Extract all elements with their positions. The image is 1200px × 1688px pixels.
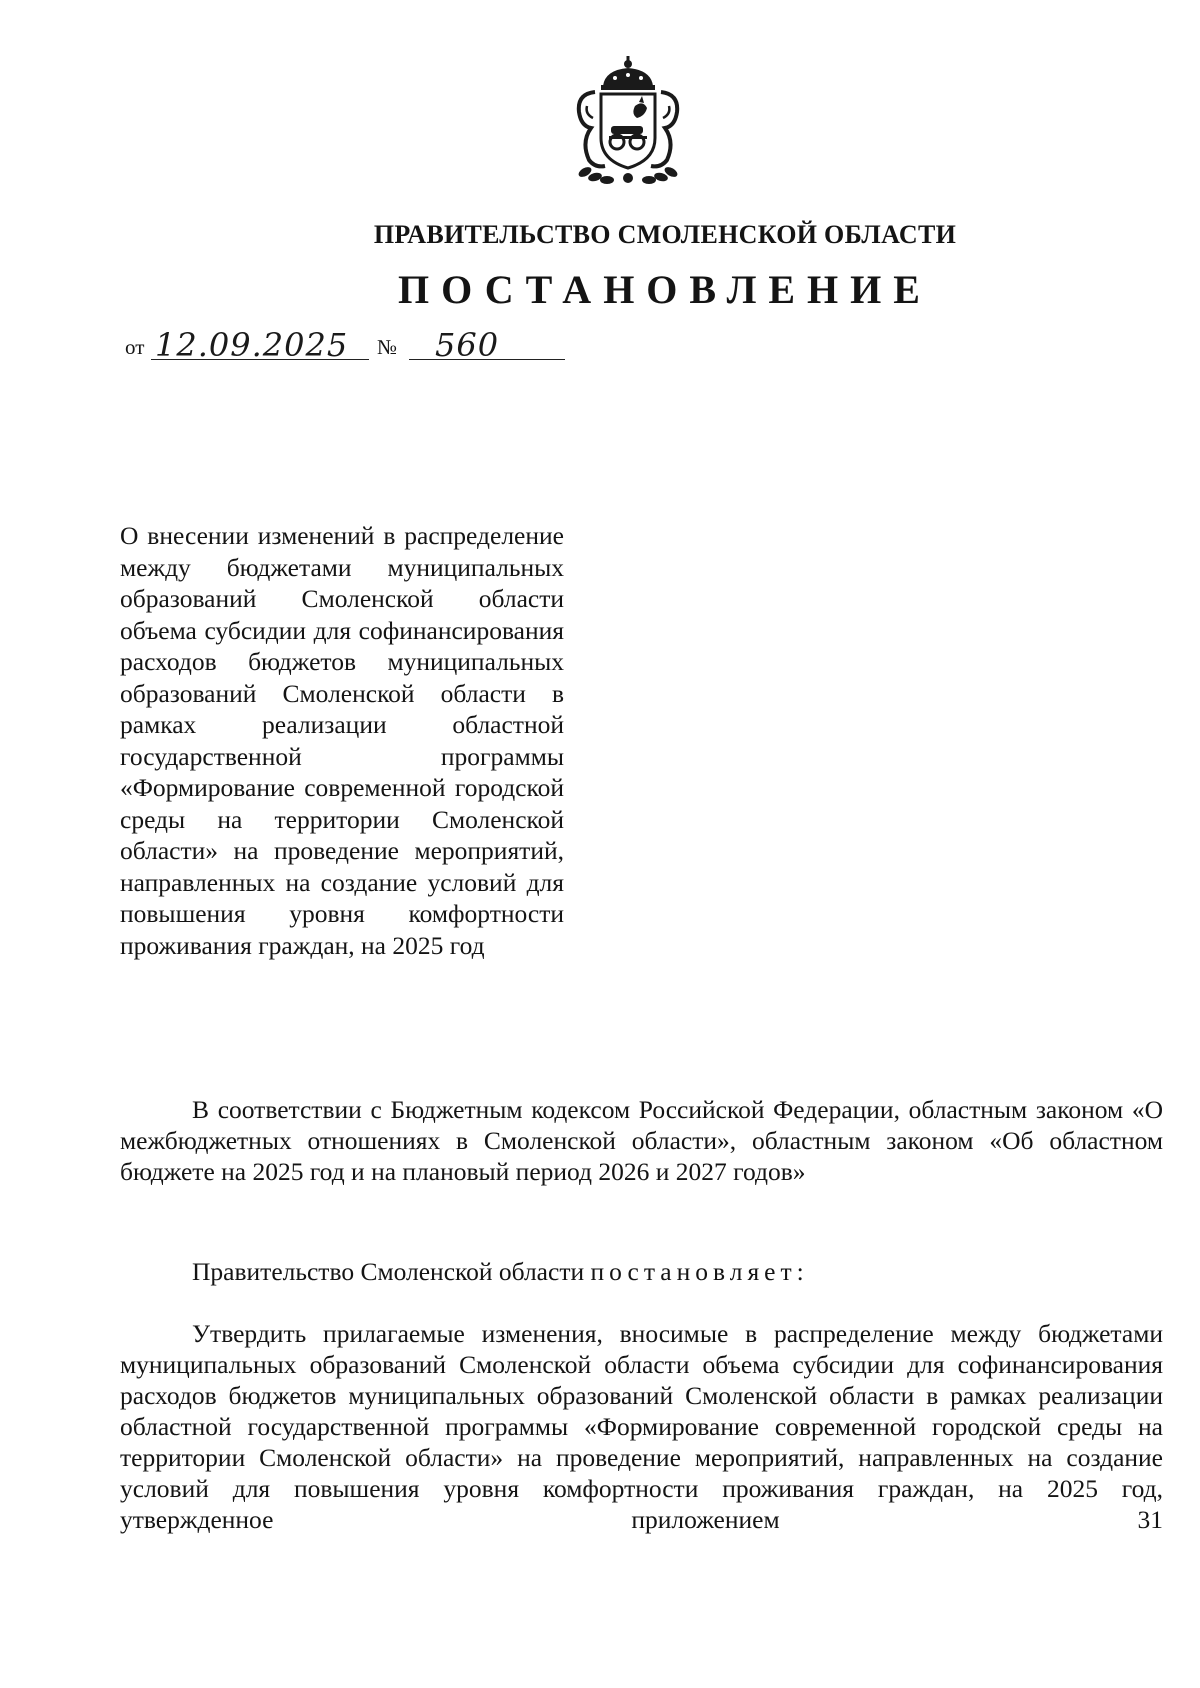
preamble-paragraph: В соответствии с Бюджетным кодексом Российской Федерации, областным законом «О межбюджетных отношениях в Смоленской области», областным законом «Об областном бюджете на 2025 год и на плановый период 2026 и 2027 годов» (120, 1095, 1163, 1186)
resolves-paragraph (120, 1256, 1163, 1287)
number-label: № (377, 335, 398, 359)
resolves-prefix: Правительство Смоленской области (192, 1257, 591, 1286)
date-label: от (125, 335, 145, 359)
organization-title: ПРАВИТЕЛЬСТВО СМОЛЕНСКОЙ ОБЛАСТИ (373, 220, 957, 249)
date-value: 12.09.2025 (155, 326, 349, 364)
smolensk-coat-of-arms-icon (565, 56, 691, 186)
document-type-title: ПОСТАНОВЛЕНИЕ (398, 267, 932, 312)
document-subject: О внесении изменений в распределение между бюджетами муниципальных образований Смоленской области объема субсидии для софинансирования расходов бюджетов муниципальных образований Смоленской области в рамках реализации областной государственной программы «Формирование современной городской среды на территории Смоленской области» на проведение мероприятий, направленных на создание условий для повышения уровня комфортности проживания граждан, на 2025 год (120, 521, 564, 960)
decision-paragraph: Утвердить прилагаемые изменения, вносимые в распределение между бюджетами муниципальных образований Смоленской области объема субсидии для софинансирования расходов бюджетов муниципальных образований Смоленской области в рамках реализации областной государственной программы «Формирование современной городской среды на территории Смоленской области» на проведение мероприятий, направленных на создание условий для повышения уровня комфортности проживания граждан, на 2025 год, утвержденное приложением 31 (120, 1319, 1163, 1534)
resolves-word: постановляет: (590, 1257, 809, 1286)
number-value: 560 (435, 326, 500, 364)
registration-line (125, 322, 565, 366)
